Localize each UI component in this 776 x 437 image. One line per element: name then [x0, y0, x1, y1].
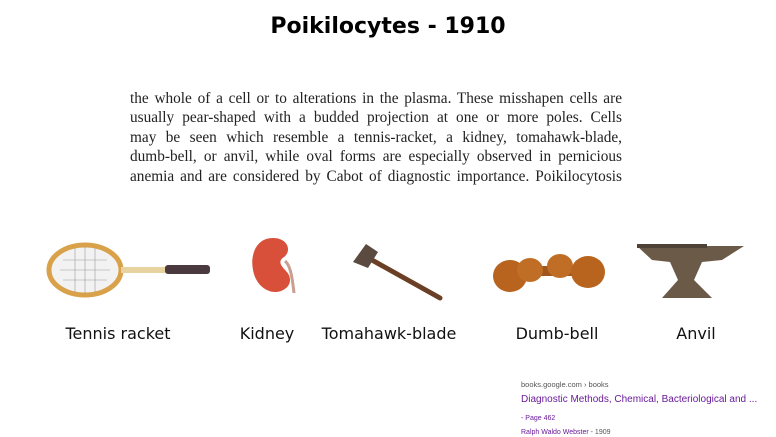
dumbbell-image [490, 248, 610, 298]
item-label-kidney: Kidney [239, 324, 295, 343]
kidney-image [248, 235, 298, 297]
citation-author-link[interactable]: Ralph Waldo Webster [521, 429, 589, 436]
citation-page-link[interactable]: - Page 462 [521, 415, 556, 422]
anvil-image [632, 238, 750, 303]
item-label-dumbbell: Dumb-bell [515, 324, 599, 343]
citation-year: - 1909 [588, 429, 611, 436]
excerpt-line: usually pear-shaped with a budded projection at one or more poles. Cells [130, 109, 622, 127]
book-citation [521, 380, 761, 436]
excerpt-line: the whole of a cell or to alterations in the plasma. These misshapen cells are [130, 90, 622, 107]
tennis-racket-image [45, 240, 215, 300]
excerpt-line: dumb-bell, or anvil, while oval forms are especially observed in pernicious [130, 148, 622, 166]
excerpt-line: anemia and are considered by Cabot of diagnostic importance. Poikilocytosis [130, 167, 622, 185]
citation-source: books.google.com › books [521, 380, 609, 389]
excerpt-line: may be seen which resemble a tennis-racket, a kidney, tomahawk-blade, [130, 128, 622, 146]
tomahawk-image [348, 240, 448, 305]
item-label-anvil: Anvil [676, 324, 716, 343]
book-excerpt [130, 89, 622, 186]
citation-title-link[interactable]: Diagnostic Methods, Chemical, Bacteriological and ... [521, 394, 758, 405]
page-title: Poikilocytes - 1910 [270, 14, 506, 39]
item-label-tomahawk: Tomahawk-blade [321, 324, 457, 343]
item-label-tennis-racket: Tennis racket [65, 324, 171, 343]
